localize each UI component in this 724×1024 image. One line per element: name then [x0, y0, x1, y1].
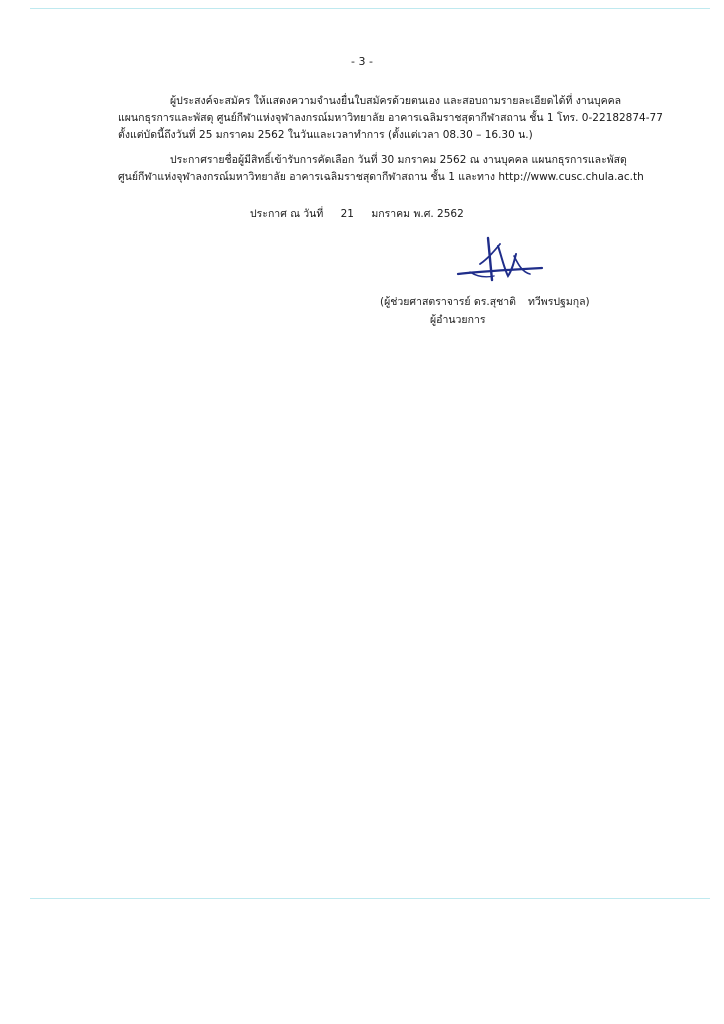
candidate-list-paragraph-line-1: ประกาศรายชื่อผู้มีสิทธิ์เข้ารับการคัดเลือก วันที่ 30 มกราคม 2562 ณ งานบุคคล แผนกธุรการและพัสดุ — [170, 154, 627, 166]
page-number: - 3 - — [351, 55, 373, 68]
announcement-prefix: ประกาศ ณ วันที่ — [250, 208, 324, 220]
signer-name-title-first: (ผู้ช่วยศาสตราจารย์ ดร.สุชาติ — [380, 296, 516, 308]
scan-edge-line-top — [30, 8, 710, 9]
application-paragraph-line-1: ผู้ประสงค์จะสมัคร ให้แสดงความจำนงยื่นใบสมัครด้วยตนเอง และสอบถามรายละเอียดได้ที่ งานบุคคล — [170, 95, 622, 107]
announcement-day: 21 — [340, 208, 354, 220]
signature-mark — [450, 234, 546, 284]
candidate-list-paragraph-line-2: ศูนย์กีฬาแห่งจุฬาลงกรณ์มหาวิทยาลัย อาคารเฉลิมราชสุดากีฬาสถาน ชั้น 1 และทาง http://www.cusc.chula.ac.th — [118, 171, 644, 183]
signer-name — [380, 293, 590, 310]
announcement-month-year: มกราคม พ.ศ. 2562 — [371, 208, 464, 220]
signer-surname: ทวีพรปฐมกุล) — [527, 296, 590, 308]
scan-edge-line-bottom — [30, 898, 710, 899]
application-paragraph-line-2: แผนกธุรการและพัสดุ ศูนย์กีฬาแห่งจุฬาลงกรณ์มหาวิทยาลัย อาคารเฉลิมราชสุดากีฬาสถาน ชั้น 1 โทร. 0-22182874-77 — [118, 112, 663, 124]
announcement-date — [250, 205, 464, 222]
application-paragraph-line-3: ตั้งแต่บัดนี้ถึงวันที่ 25 มกราคม 2562 ในวันและเวลาทำการ (ตั้งแต่เวลา 08.30 – 16.30 น.) — [118, 129, 533, 141]
signer-position: ผู้อำนวยการ — [430, 314, 486, 326]
